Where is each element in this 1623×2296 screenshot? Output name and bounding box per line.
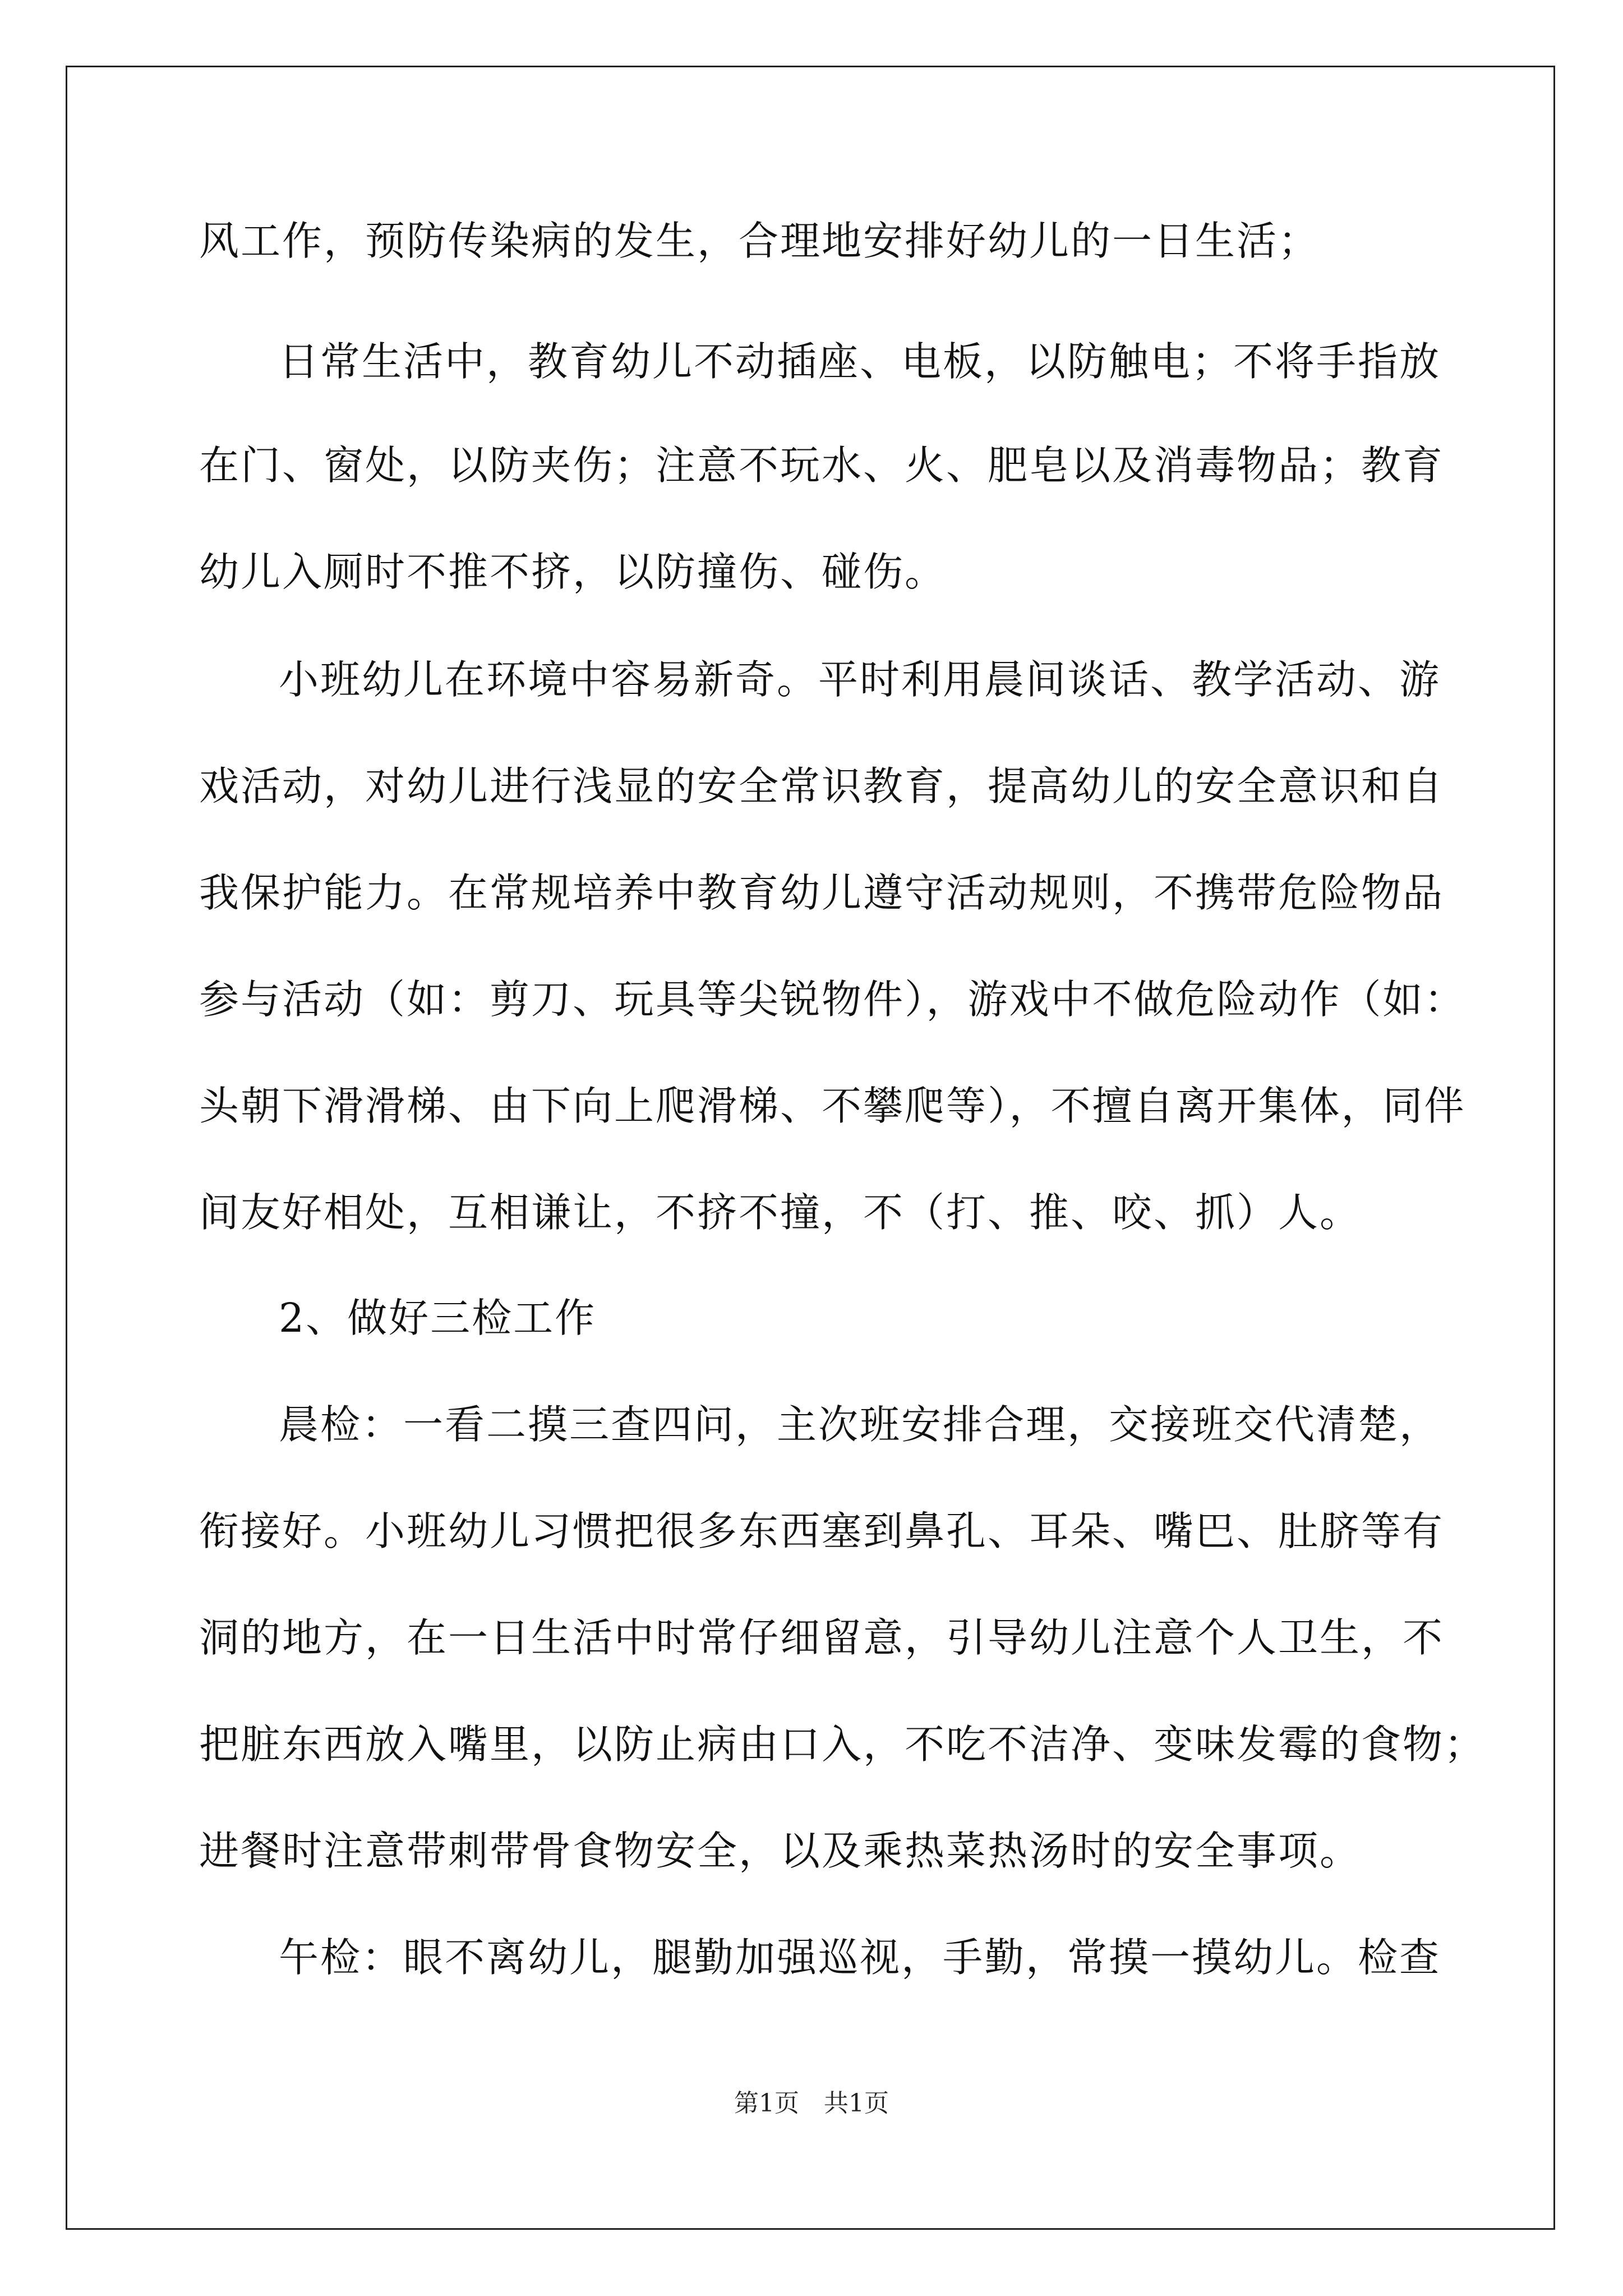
text-line-8: 参与活动（如：剪刀、玩具等尖锐物件），游戏中不做危险动作（如： xyxy=(199,976,1466,1023)
text-line-4: 幼儿入厕时不推不挤，以防撞伤、碰伤。 xyxy=(199,549,947,595)
text-line-11: 2、做好三检工作 xyxy=(279,1295,597,1341)
text-line-9: 头朝下滑滑梯、由下向上爬滑梯、不攀爬等），不擅自离开集体，同伴 xyxy=(199,1083,1466,1129)
text-line-6: 戏活动，对幼儿进行浅显的安全常识教育，提高幼儿的安全意识和自 xyxy=(199,763,1445,809)
text-line-13: 衔接好。小班幼儿习惯把很多东西塞到鼻孔、耳朵、嘴巴、肚脐等有 xyxy=(199,1508,1445,1554)
text-line-12: 晨检：一看二摸三查四问，主次班安排合理，交接班交代清楚， xyxy=(279,1401,1441,1448)
text-line-2: 日常生活中，教育幼儿不动插座、电板，以防触电；不将手指放 xyxy=(279,338,1441,385)
text-line-10: 间友好相处，互相谦让，不挤不撞，不（打、推、咬、抓）人。 xyxy=(199,1189,1362,1236)
text-line-3: 在门、窗处，以防夹伤；注意不玩水、火、肥皂以及消毒物品；教育 xyxy=(199,442,1445,489)
page-footer: 第1页 共1页 xyxy=(734,2089,889,2118)
text-line-5: 小班幼儿在环境中容易新奇。平时利用晨间谈话、教学活动、游 xyxy=(279,656,1441,703)
page-border xyxy=(66,66,1555,2230)
text-line-14: 洞的地方，在一日生活中时常仔细留意，引导幼儿注意个人卫生，不 xyxy=(199,1614,1445,1661)
text-line-15: 把脏东西放入嘴里，以防止病由口入，不吃不洁净、变味发霉的食物； xyxy=(199,1721,1486,1768)
text-line-17: 午检：眼不离幼儿，腿勤加强巡视，手勤，常摸一摸幼儿。检查 xyxy=(279,1934,1441,1981)
text-line-16: 进餐时注意带刺带骨食物安全，以及乘热菜热汤时的安全事项。 xyxy=(199,1828,1362,1874)
text-line-1: 风工作，预防传染病的发生，合理地安排好幼儿的一日生活； xyxy=(199,218,1320,264)
text-line-7: 我保护能力。在常规培养中教育幼儿遵守活动规则，不携带危险物品 xyxy=(199,869,1445,916)
